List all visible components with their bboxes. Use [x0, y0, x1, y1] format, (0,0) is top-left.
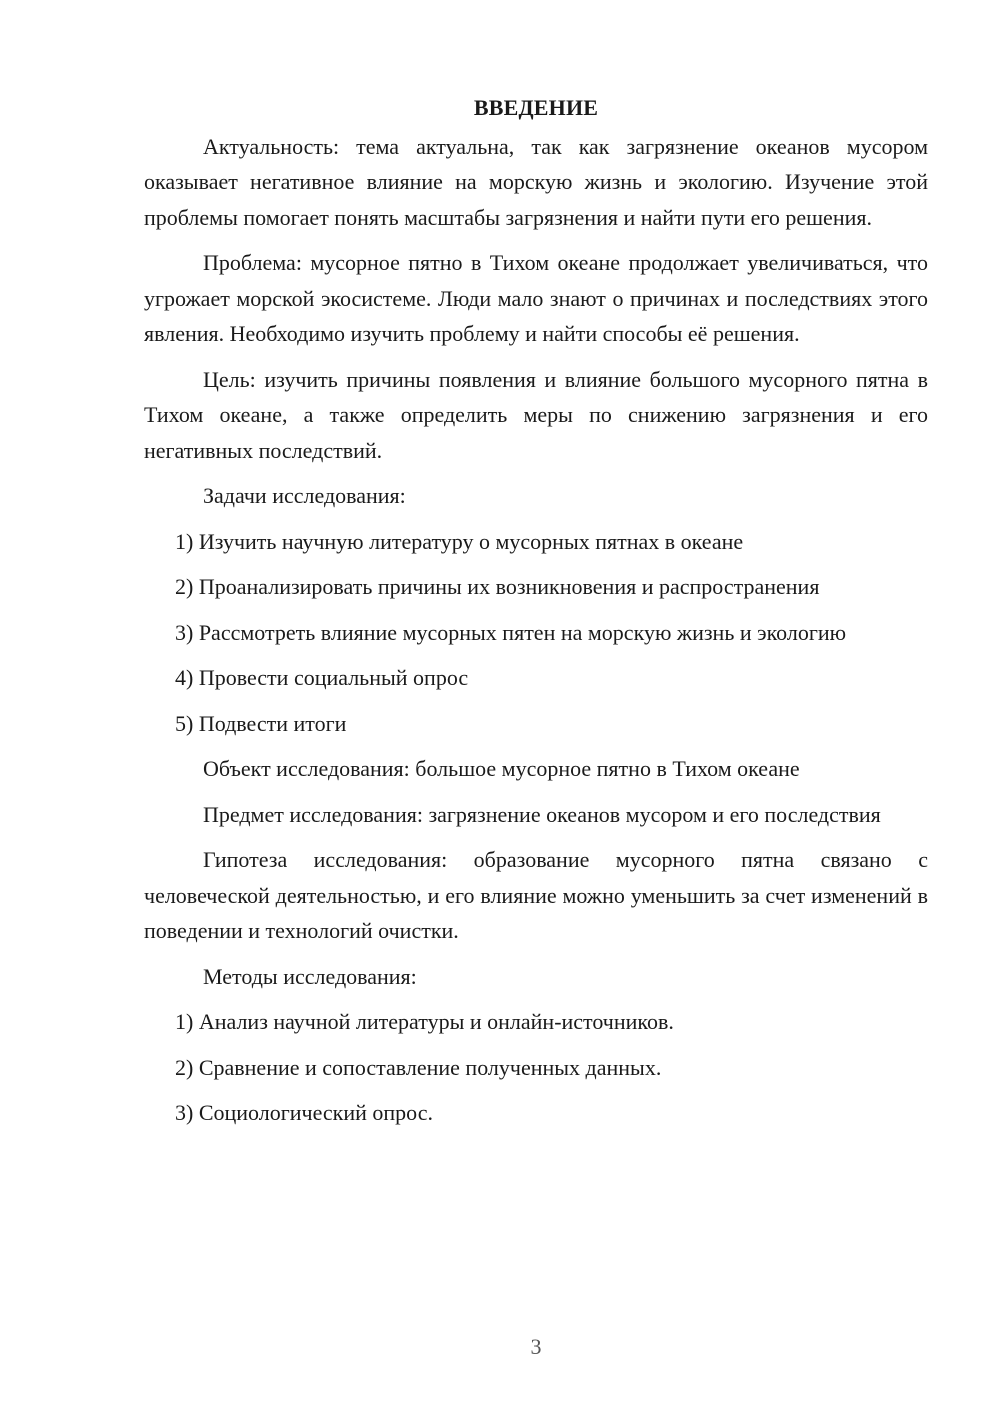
method-item: 3) Социологический опрос.: [175, 1100, 433, 1125]
problem-paragraph: Проблема: мусорное пятно в Тихом океане продолжает увеличиваться, что угрожает морской экосистеме. Люди мало знают о причинах и последствиях этого явления. Необходимо изучить проблему и найти способы её решения.: [144, 250, 928, 346]
document-page: [144, 90, 928, 1141]
hypothesis-paragraph: Гипотеза исследования: образование мусорного пятна связано с человеческой деятельностью, и его влияние можно уменьшить за счет изменений в поведении и технологий очистки.: [144, 847, 928, 943]
task-item: 2) Проанализировать причины их возникновения и распространения: [175, 574, 820, 599]
subject-paragraph: Предмет исследования: загрязнение океанов мусором и его последствия: [203, 801, 881, 827]
task-item: 5) Подвести итоги: [175, 710, 347, 736]
task-item: 1) Изучить научную литературу о мусорных пятнах в океане: [175, 528, 744, 554]
relevance-paragraph: Актуальность: тема актуальна, так как загрязнение океанов мусором оказывает негативное влияние на морскую жизнь и экологию. Изучение этой проблемы помогает понять масштабы загрязнения и найти пути его решения.: [144, 133, 928, 230]
method-item: 2) Сравнение и сопоставление полученных данных.: [175, 1054, 662, 1080]
section-title: ВВЕДЕНИЕ: [473, 95, 599, 120]
goal-paragraph: Цель: изучить причины появления и влияние большого мусорного пятна в Тихом океане, а также определить меры по снижению загрязнения и его негативных последствий.: [144, 366, 928, 463]
methods-heading: Методы исследования:: [203, 963, 417, 989]
task-item: 3) Рассмотреть влияние мусорных пятен на морскую жизнь и экологию: [175, 619, 847, 645]
method-item: 1) Анализ научной литературы и онлайн-источников.: [175, 1009, 674, 1034]
object-paragraph: Объект исследования: большое мусорное пятно в Тихом океане: [203, 756, 800, 781]
tasks-heading: Задачи исследования:: [203, 483, 406, 508]
page-number: 3: [530, 1334, 542, 1359]
task-item: 4) Провести социальный опрос: [175, 665, 469, 690]
